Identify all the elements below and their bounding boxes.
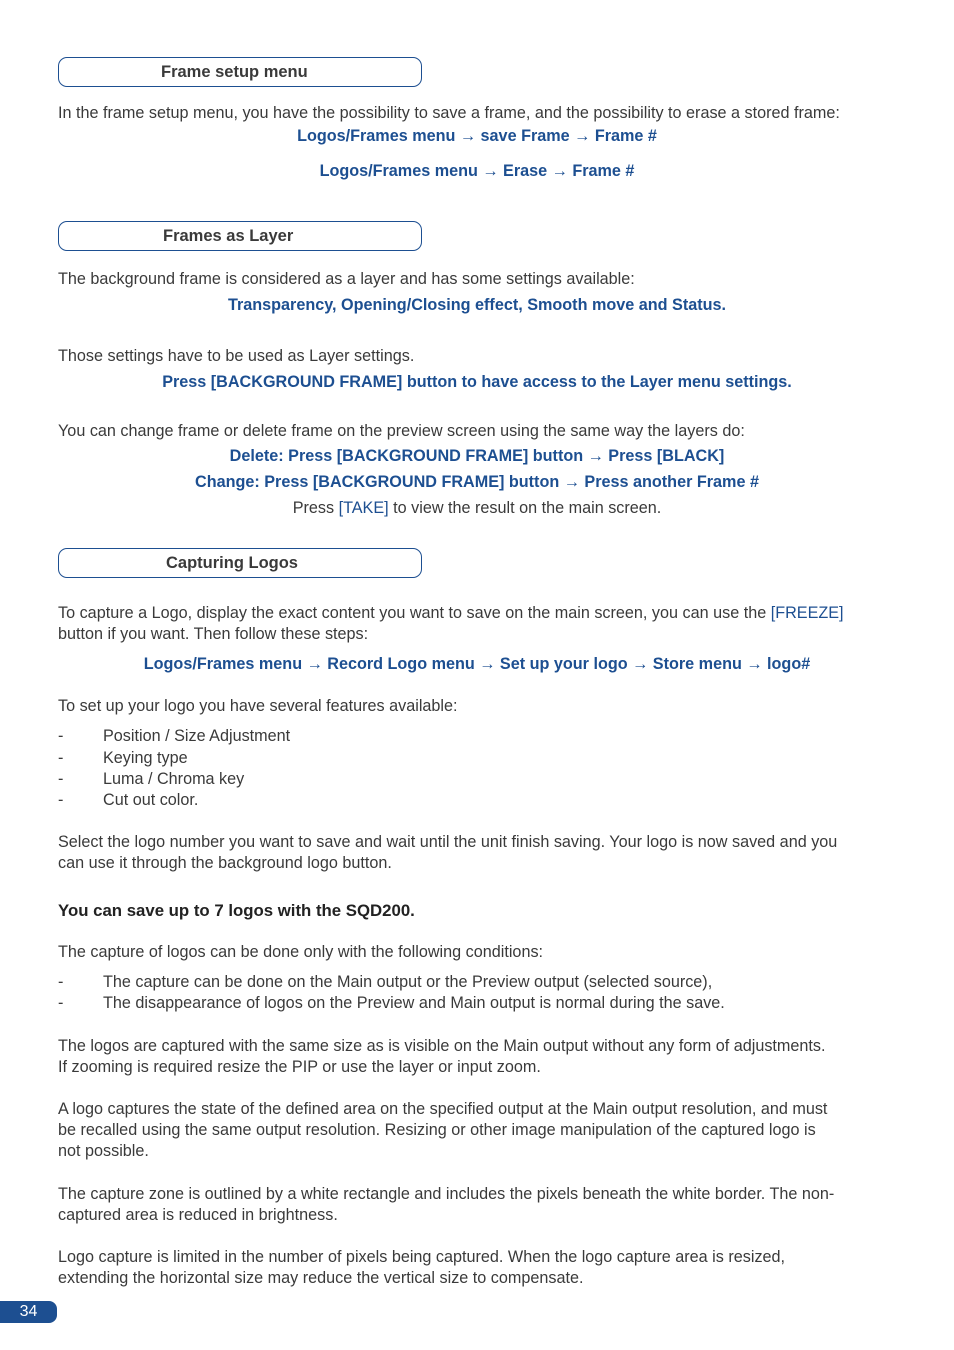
limit-para-line1: Logo capture is limited in the number of pixels being captured. When the logo capture area is resized, (58, 1248, 786, 1266)
logo-limit-note: You can save up to 7 logos with the SQD200. (58, 901, 415, 920)
frame-save-path: Logos/Frames menu → save Frame → Frame # (297, 127, 657, 145)
frame-erase-path: Logos/Frames menu → Erase → Frame # (319, 162, 635, 180)
state-para-line3: not possible. (58, 1142, 149, 1160)
size-para-line2: If zooming is required resize the PIP or use the layer or input zoom. (58, 1058, 541, 1076)
capture-intro-line1: To capture a Logo, display the exact content you want to save on the main screen, you can use the [FREEZE] (58, 604, 844, 622)
limit-para-line2: extending the horizontal size may reduce the vertical size to compensate. (58, 1269, 584, 1287)
freeze-key: [FREEZE] (770, 604, 844, 622)
section-heading-frame-setup (58, 57, 422, 87)
section-heading-label: Frames as Layer (163, 227, 294, 245)
frames-layer-intro: The background frame is considered as a layer and has some settings available: (58, 270, 635, 288)
change-frame-intro: You can change frame or delete frame on the preview screen using the same way the layers do: (58, 422, 745, 440)
size-para-line1: The logos are captured with the same size as is visible on the Main output without any form of adjustments. (58, 1037, 826, 1055)
page-number: 34 (0, 1301, 57, 1323)
frame-setup-intro: In the frame setup menu, you have the possibility to save a frame, and the possibility to erase a stored frame: (58, 104, 840, 122)
change-frame-steps: Change: Press [BACKGROUND FRAME] button → Press another Frame # (195, 473, 759, 491)
conditions-intro: The capture of logos can be done only with the following conditions: (58, 943, 544, 961)
frames-layer-settings: Transparency, Opening/Closing effect, Smooth move and Status. (227, 296, 726, 314)
section-heading-label: Frame setup menu (161, 63, 308, 81)
zone-para-line1: The capture zone is outlined by a white rectangle and includes the pixels beneath the white border. The non- (58, 1185, 835, 1203)
zone-para-line2: captured area is reduced in brightness. (58, 1206, 338, 1224)
press-bg-frame-note: Press [BACKGROUND FRAME] button to have access to the Layer menu settings. (162, 373, 792, 391)
state-para-line1: A logo captures the state of the defined area on the specified output at the Main output resolution, and must (58, 1100, 828, 1118)
take-instruction: Press [TAKE] to view the result on the main screen. (292, 499, 662, 517)
take-key: [TAKE] (338, 499, 389, 517)
delete-frame-steps: Delete: Press [BACKGROUND FRAME] button → Press [BLACK] (229, 447, 725, 465)
record-logo-path: Logos/Frames menu → Record Logo menu → Set up your logo → Store menu → logo# (143, 655, 811, 673)
state-para-line2: be recalled using the same output resolution. Resizing or other image manipulation of the captured logo is (58, 1121, 816, 1139)
select-logo-line2: can use it through the background logo button. (58, 854, 392, 872)
section-heading-label: Capturing Logos (166, 554, 298, 572)
select-logo-line1: Select the logo number you want to save and wait until the unit finish saving. Your logo is now saved and you (58, 833, 838, 851)
features-intro: To set up your logo you have several features available: (58, 697, 458, 715)
section-heading-frames-layer (58, 221, 422, 251)
section-heading-capturing-logos (58, 548, 422, 578)
capture-intro-line2: button if you want. Then follow these steps: (58, 625, 369, 643)
layer-settings-note: Those settings have to be used as Layer settings. (58, 347, 415, 365)
